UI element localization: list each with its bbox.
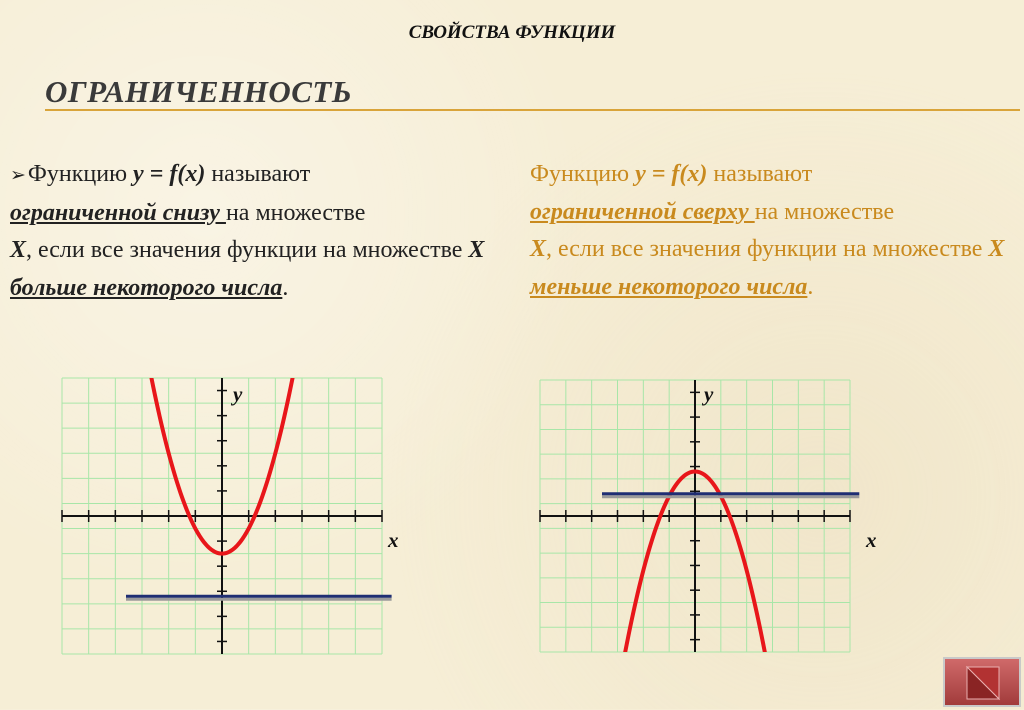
set-x: X — [988, 236, 1005, 262]
condition-greater: больше некоторого числа — [10, 274, 283, 301]
text-part: Функцию — [27, 161, 134, 187]
function-notation: y = f(x) — [635, 161, 708, 187]
condition-less: меньше некоторого числа — [530, 273, 808, 300]
x-axis-label: x — [866, 528, 877, 552]
text-part: , если все значения функции на множестве — [26, 237, 469, 263]
back-button[interactable] — [943, 657, 1021, 707]
term-bounded-above: ограниченной сверху — [530, 198, 755, 225]
page-title: СВОЙСТВА ФУНКЦИИ — [408, 22, 616, 43]
y-axis-label: y — [233, 382, 243, 406]
graph-bounded-above — [540, 380, 850, 652]
text-part: . — [807, 273, 814, 300]
function-notation: y = f(x) — [133, 161, 206, 187]
set-x: X — [468, 237, 485, 263]
definition-bounded-below — [10, 156, 500, 307]
text-part: , если все значения функции на множестве — [546, 236, 989, 262]
term-bounded-below: ограниченной снизу — [10, 199, 226, 226]
x-axis-label: x — [388, 528, 399, 552]
bullet-arrow-icon: ➢ — [10, 165, 26, 186]
text-part: называют — [707, 161, 813, 187]
section-heading: ОГРАНИЧЕННОСТЬ — [45, 74, 352, 109]
definition-bounded-above — [530, 156, 1020, 306]
text-part: на множестве — [225, 199, 366, 226]
text-part: называют — [205, 161, 311, 187]
set-x: X — [530, 236, 547, 262]
y-axis-label: y — [704, 382, 714, 406]
text-part: . — [282, 274, 289, 301]
heading-underline — [45, 109, 1020, 111]
back-arrow-icon — [945, 659, 1019, 705]
graph-bounded-below — [62, 378, 382, 654]
text-part: на множестве — [754, 198, 895, 225]
text-part: Функцию — [530, 161, 636, 187]
set-x: X — [10, 237, 27, 263]
